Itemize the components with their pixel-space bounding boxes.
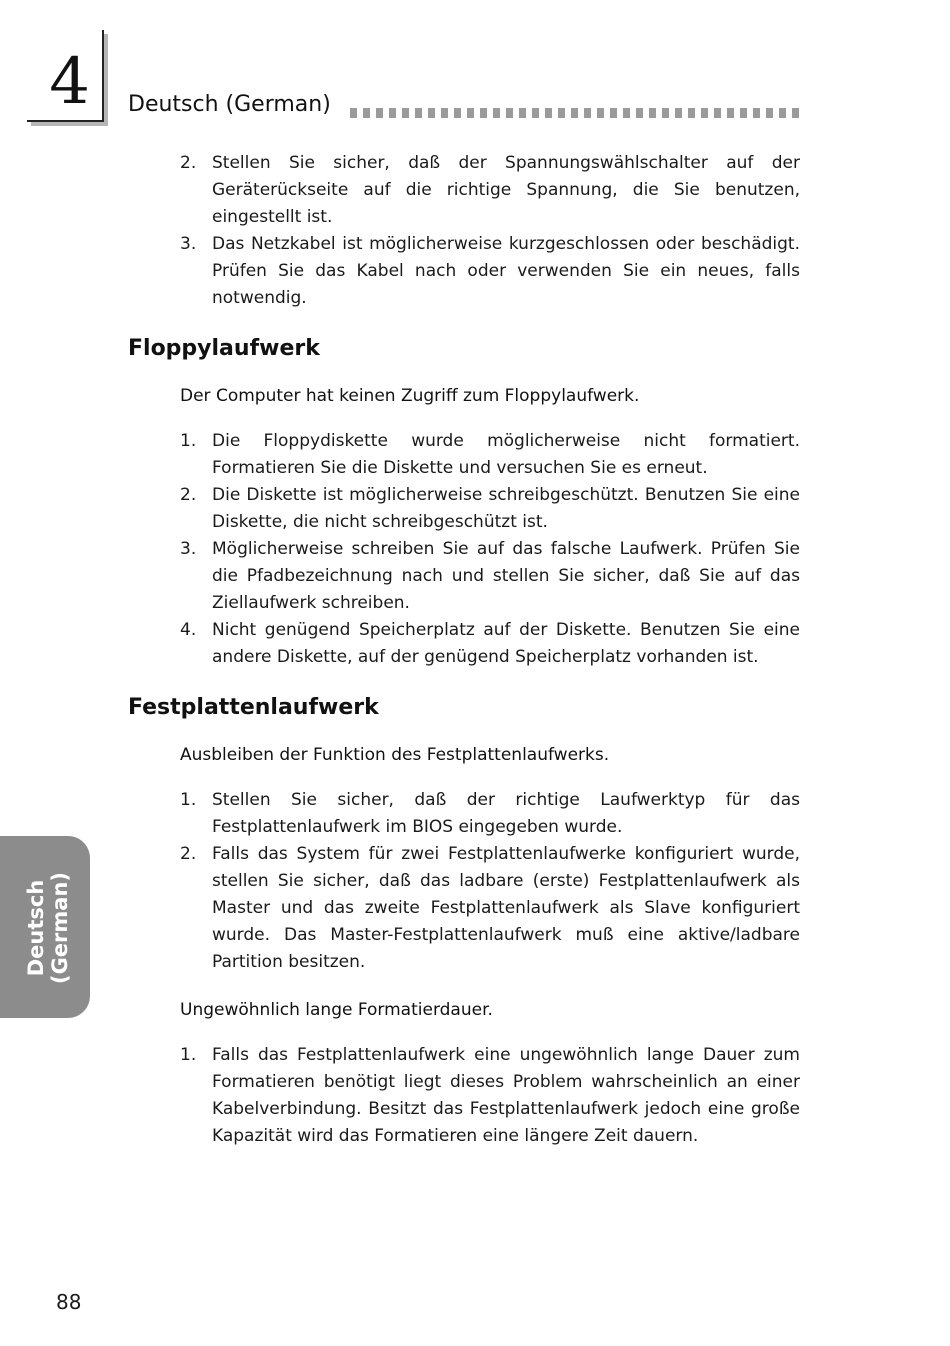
problem-heading: Der Computer hat keinen Zugriff zum Floppylaufwerk. — [180, 386, 640, 406]
list-item: 4. Nicht genügend Speicherplatz auf der Diskette. Benutzen Sie eine andere Diskette, auf der genügend Speicherplatz vorhanden ist. — [180, 620, 800, 667]
problem-heading: Ausbleiben der Funktion des Festplattenlaufwerks. — [180, 745, 610, 765]
list-item: 3. Möglicherweise schreiben Sie auf das falsche Laufwerk. Prüfen Sie die Pfadbezeichnung nach und stellen Sie sicher, daß Sie auf das Ziellaufwerk schreiben. — [180, 539, 800, 613]
page-number: 88 — [56, 1290, 82, 1314]
chapter-marker — [27, 30, 104, 122]
page-header-title: Deutsch (German) — [128, 92, 331, 117]
harddisk-list-2 — [128, 1042, 800, 1150]
intro-list — [128, 150, 800, 312]
floppy-list — [128, 428, 800, 671]
list-item: 1. Falls das Festplattenlaufwerk eine ungewöhnlich lange Dauer zum Formatieren benötigt liegt dieses Problem wahrscheinlich an einer Kabelverbindung. Besitzt das Festplattenlaufwerk jedoch eine große Kapazität wird das Formatieren eine längere Zeit dauern. — [180, 1045, 800, 1146]
chapter-number: 4 — [49, 45, 90, 119]
list-item: 2. Falls das System für zwei Festplattenlaufwerke konfiguriert wurde, stellen Sie sicher, daß das ladbare (erste) Festplattenlaufwerk als Master und das zweite Festplattenlaufwerk als Slave konfiguriert wurde. Das Master-Festplattenlaufwerk muß eine aktive/ladbare Partition besitzen. — [180, 844, 800, 972]
section-title-floppy: Floppylaufwerk — [128, 336, 320, 361]
language-side-tab — [0, 836, 90, 1018]
list-item: 3. Das Netzkabel ist möglicherweise kurzgeschlossen oder beschädigt. Prüfen Sie das Kabel nach oder verwenden Sie ein neues, falls notwendig. — [180, 234, 800, 308]
harddisk-list-1 — [128, 787, 800, 976]
problem-heading: Ungewöhnlich lange Formatierdauer. — [180, 1000, 493, 1020]
header-dotted-rule — [350, 108, 800, 118]
section-title-harddisk: Festplattenlaufwerk — [128, 695, 379, 720]
side-tab-label: Deutsch (German) — [24, 871, 72, 985]
list-item: 2. Stellen Sie sicher, daß der Spannungswählschalter auf der Geräterückseite auf die richtige Spannung, die Sie benutzen, eingestellt ist. — [180, 153, 800, 227]
page-content — [128, 150, 800, 1150]
list-item: 2. Die Diskette ist möglicherweise schreibgeschützt. Benutzen Sie eine Diskette, die nicht schreibgeschützt ist. — [180, 485, 800, 532]
list-item: 1. Die Floppydiskette wurde möglicherweise nicht formatiert. Formatieren Sie die Diskette und versuchen Sie es erneut. — [180, 431, 800, 478]
list-item: 1. Stellen Sie sicher, daß der richtige Laufwerktyp für das Festplattenlaufwerk im BIOS eingegeben wurde. — [180, 790, 800, 837]
